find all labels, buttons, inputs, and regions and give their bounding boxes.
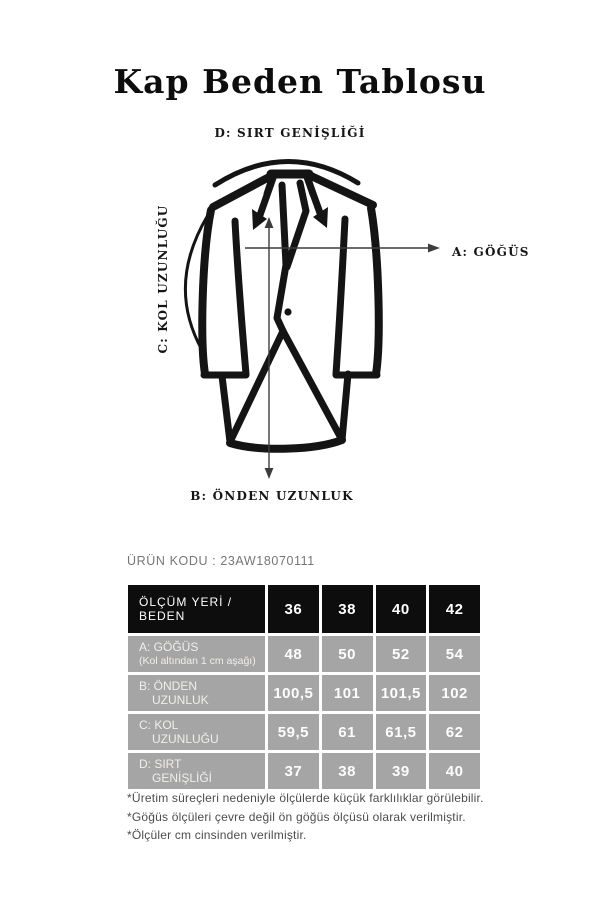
measure-header-cell: ÖLÇÜM YERİ / BEDEN (127, 584, 267, 635)
footnotes (127, 789, 484, 845)
size-value-cell: 37 (267, 752, 321, 791)
coat-button (284, 308, 291, 315)
size-value-cell: 62 (428, 713, 482, 752)
coat-line-drawing (140, 145, 480, 505)
table-row-back-width (127, 752, 482, 791)
measure-name: D: SIRT (139, 757, 182, 771)
size-value-cell: 52 (374, 635, 428, 674)
size-header-cell: 40 (374, 584, 428, 635)
measure-name: A: GÖĞÜS (139, 640, 199, 654)
measure-name: C: KOL (139, 718, 179, 732)
measure-name-line2: UZUNLUK (152, 693, 209, 707)
footnote: *Ölçüler cm cinsinden verilmiştir. (127, 828, 307, 842)
label-back-width: D: SIRT GENİŞLİĞİ (214, 126, 366, 140)
label-sleeve-length: C: KOL UZUNLUĞU (156, 204, 170, 354)
size-value-cell: 48 (267, 635, 321, 674)
size-value-cell: 39 (374, 752, 428, 791)
size-value-cell: 102 (428, 674, 482, 713)
size-value-cell: 100,5 (267, 674, 321, 713)
size-value-cell: 38 (320, 752, 374, 791)
product-code: ÜRÜN KODU : 23AW18070111 (127, 554, 315, 568)
size-value-cell: 50 (320, 635, 374, 674)
measure-label-cell (127, 674, 267, 713)
size-header-cell: 36 (267, 584, 321, 635)
size-value-cell: 61 (320, 713, 374, 752)
measure-label-cell (127, 752, 267, 791)
footnote: *Göğüs ölçüleri çevre değil ön göğüs ölçüsü olarak verilmiştir. (127, 809, 466, 824)
measure-name: B: ÖNDEN (139, 679, 198, 693)
label-chest: A: GÖĞÜS (452, 245, 530, 259)
measure-label-cell (127, 635, 267, 674)
size-header-cell: 42 (428, 584, 482, 635)
size-value-cell: 40 (428, 752, 482, 791)
size-table (125, 582, 483, 792)
size-header-cell: 38 (320, 584, 374, 635)
measure-name-line2: GENİŞLİĞİ (152, 771, 213, 785)
size-value-cell: 61,5 (374, 713, 428, 752)
page-title: Kap Beden Tablosu (113, 62, 487, 101)
measure-name-line2: UZUNLUĞU (152, 732, 219, 746)
footnote: *Üretim süreçleri nedeniyle ölçülerde küçük farklılıklar görülebilir. (127, 791, 484, 805)
size-value-cell: 101 (320, 674, 374, 713)
measure-label-cell (127, 713, 267, 752)
measure-note: (Kol altından 1 cm aşağı) (139, 655, 256, 667)
size-value-cell: 101,5 (374, 674, 428, 713)
table-row-front-length (127, 674, 482, 713)
label-front-length: B: ÖNDEN UZUNLUK (190, 489, 354, 503)
size-table-header-row (127, 584, 482, 635)
table-row-sleeve-length (127, 713, 482, 752)
table-row-chest (127, 635, 482, 674)
size-value-cell: 54 (428, 635, 482, 674)
size-value-cell: 59,5 (267, 713, 321, 752)
